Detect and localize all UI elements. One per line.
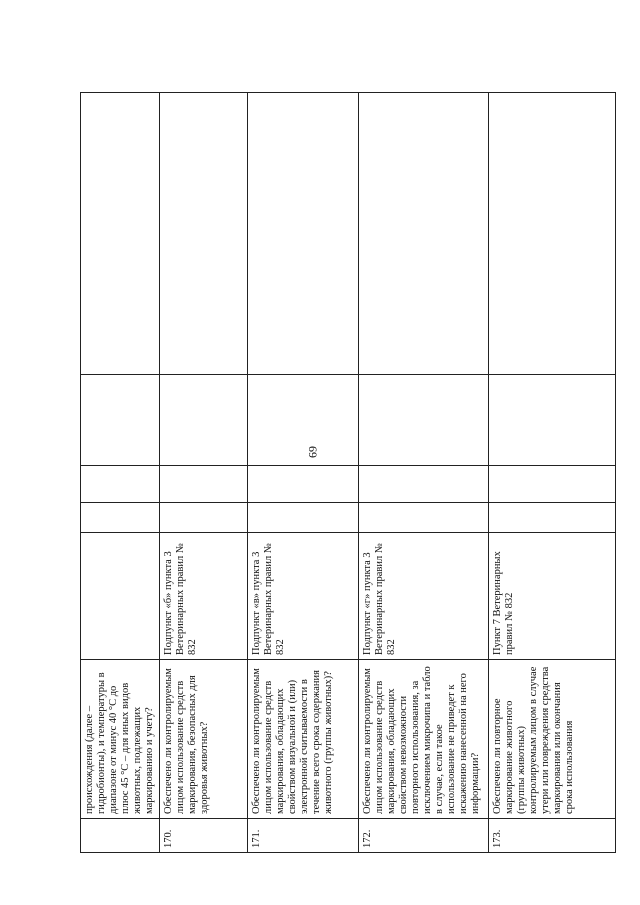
answer-cell [248, 503, 359, 533]
question-cell: Обеспечено ли контролируемым лицом использование средств маркирования, обладающих свойством невозможности повторного использования, за исключением микрочипа и табло в случае, если такое использование не приведет к искажению нанесенной на него информации? [359, 660, 489, 819]
question-cell: Обеспечено ли контролируемым лицом использование средств маркирования, обладающих свойством визуальной и (или) электронной считываемости в течение всего срока содержания животного (группы животных)? [248, 660, 359, 819]
reference-cell: Пункт 7 Ветеринарных правил № 832 [489, 533, 616, 660]
row-number: 173. [489, 819, 616, 853]
answer-cell [160, 503, 248, 533]
row-number: 170. [160, 819, 248, 853]
checklist-table-wrapper [80, 93, 600, 853]
table-row [489, 93, 616, 853]
question-cell: происхождения (далее – гидробионты), и температуры в диапазоне от минус 40 °C до плюс 45 °C – для иных видов животных, подлежащих маркированию и учету? [81, 660, 160, 819]
answer-cell [160, 466, 248, 503]
answer-cell [248, 375, 359, 466]
reference-cell: Подпункт «б» пункта 3 Ветеринарных правил № 832 [160, 533, 248, 660]
question-cell: Обеспечено ли повторное маркирование животного (группы животных) контролируемым лицом в случае утери или повреждения средства маркирования или окончания срока использования [489, 660, 616, 819]
note-cell [81, 93, 160, 375]
answer-cell [489, 466, 616, 503]
question-cell: Обеспечено ли контролируемым лицом использование средств маркирования, безопасных для здоровья животных? [160, 660, 248, 819]
answer-cell [248, 466, 359, 503]
note-cell [160, 93, 248, 375]
row-number: 171. [248, 819, 359, 853]
answer-cell [489, 503, 616, 533]
page-number: 69 [305, 446, 320, 458]
table-row [359, 93, 489, 853]
reference-cell: Подпункт «г» пункта 3 Ветеринарных правил № 832 [359, 533, 489, 660]
reference-cell: Подпункт «в» пункта 3 Ветеринарных правил № 832 [248, 533, 359, 660]
row-number [81, 819, 160, 853]
row-number: 172. [359, 819, 489, 853]
table-row [81, 93, 160, 853]
answer-cell [81, 503, 160, 533]
table-row [160, 93, 248, 853]
answer-cell [81, 466, 160, 503]
answer-cell [359, 466, 489, 503]
table-row [248, 93, 359, 853]
answer-cell [489, 375, 616, 466]
note-cell [248, 93, 359, 375]
answer-cell [81, 375, 160, 466]
answer-cell [160, 375, 248, 466]
answer-cell [359, 375, 489, 466]
reference-cell [81, 533, 160, 660]
note-cell [489, 93, 616, 375]
checklist-table [80, 92, 616, 853]
note-cell [359, 93, 489, 375]
answer-cell [359, 503, 489, 533]
